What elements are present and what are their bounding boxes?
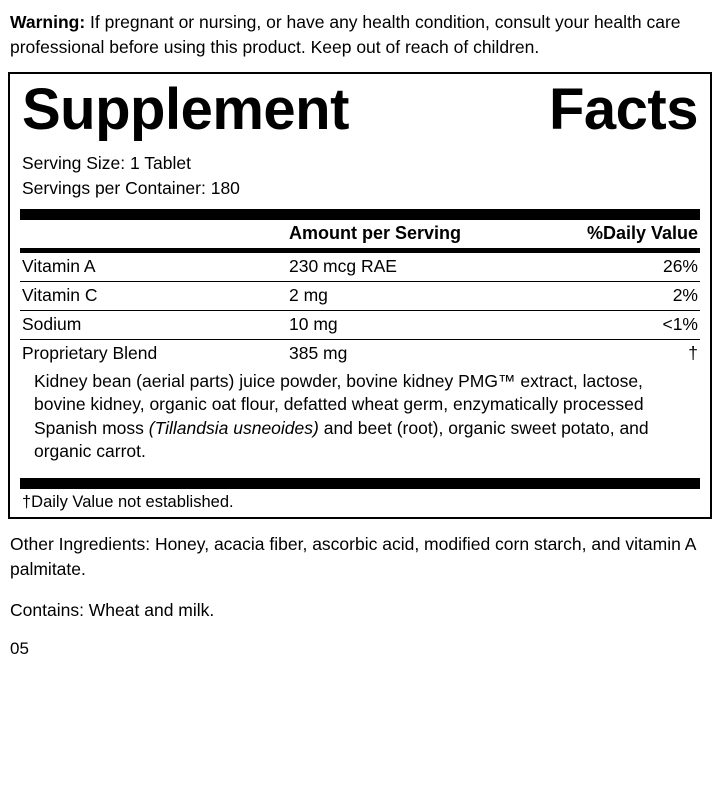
- blend-desc-part1: Kidney bean (aerial parts) juice powder, bovine kidney PMG™ extract, lactose, bovine kidney, organic oat flour, defatted wheat germ, enzymatically processed Spanish moss: [34, 370, 644, 438]
- blend-amount: 385 mg: [289, 342, 348, 363]
- nutrient-amount: 10 mg: [279, 310, 546, 339]
- nutrition-table: [20, 220, 700, 248]
- blend-desc-latin-name: (Tillandsia usneoides): [148, 417, 319, 438]
- serving-size: Serving Size: 1 Tablet: [22, 152, 191, 173]
- nutrient-amount: 230 mcg RAE: [279, 253, 546, 282]
- table-header-row: [20, 220, 700, 248]
- table-row-proprietary-blend: [20, 339, 700, 368]
- servings-per-container: Servings per Container: 180: [22, 177, 240, 198]
- table-row: [20, 253, 700, 282]
- supplement-facts-panel: [8, 72, 712, 519]
- blend-name: Proprietary Blend: [22, 342, 158, 363]
- nutrient-name: Vitamin A: [20, 253, 279, 282]
- nutrient-amount: 2 mg: [279, 281, 546, 310]
- table-row: [20, 310, 700, 339]
- nutrient-name: Vitamin C: [20, 281, 279, 310]
- blend-ingredients: [20, 368, 700, 471]
- nutrient-dv: <1%: [546, 310, 700, 339]
- revision-code: 05: [10, 638, 29, 658]
- panel-title: [20, 78, 700, 145]
- blend-dv: †: [688, 342, 698, 363]
- contains-allergens: Contains: Wheat and milk.: [10, 599, 215, 620]
- header-daily-value: %Daily Value: [586, 222, 698, 243]
- divider-thick-top: [20, 209, 700, 220]
- panel-title-supplement: Supplement: [22, 77, 349, 143]
- nutrient-dv: 26%: [546, 253, 700, 282]
- warning-body: If pregnant or nursing, or have any health condition, consult your health care professional before using this product. Keep out of reach of children.: [10, 12, 681, 58]
- nutrient-rows: [20, 253, 700, 368]
- nutrient-dv: 2%: [546, 281, 700, 310]
- nutrient-name: Sodium: [20, 310, 279, 339]
- header-amount-per-serving: Amount per Serving: [289, 222, 462, 243]
- serving-info: [20, 145, 700, 201]
- panel-title-facts: Facts: [548, 77, 698, 143]
- footer-text: [8, 519, 712, 659]
- warning-text: [8, 0, 712, 60]
- header-blank: [20, 220, 279, 248]
- other-ingredients: Other Ingredients: Honey, acacia fiber, ascorbic acid, modified corn starch, and vitamin A palmitate.: [10, 534, 696, 579]
- warning-label: Warning:: [10, 12, 86, 32]
- divider-thick-bottom: [20, 478, 700, 489]
- table-row: [20, 281, 700, 310]
- blend-desc-part2: and beet (root), organic sweet potato, and organic carrot.: [34, 417, 649, 462]
- daily-value-note: †Daily Value not established.: [22, 493, 234, 512]
